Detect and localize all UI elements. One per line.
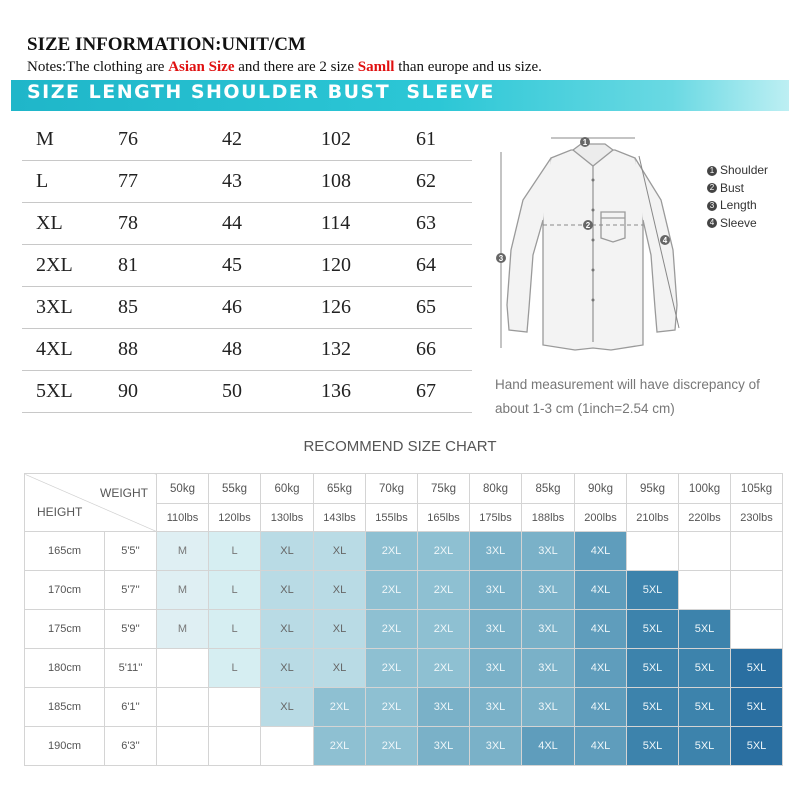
size-recommend-cell: M xyxy=(157,532,209,571)
weight-kg-header: 95kg xyxy=(627,474,679,504)
weight-kg-header: 80kg xyxy=(470,474,522,504)
size-recommend-cell: L xyxy=(209,532,261,571)
size-recommend-cell: 2XL xyxy=(366,571,418,610)
size-cell-bust: 136 xyxy=(321,380,351,402)
size-row xyxy=(22,160,472,203)
size-recommend-cell xyxy=(679,532,731,571)
height-row xyxy=(25,571,783,610)
size-recommend-cell: 5XL xyxy=(627,688,679,727)
size-cell-size: XL xyxy=(36,212,63,234)
size-recommend-cell: 2XL xyxy=(418,610,470,649)
size-recommend-cell: 2XL xyxy=(366,727,418,766)
size-cell-size: L xyxy=(36,170,49,192)
weight-lbs-header: 200lbs xyxy=(575,504,627,532)
size-recommend-cell: 2XL xyxy=(366,688,418,727)
notes-small: Samll xyxy=(357,59,395,75)
size-recommend-cell: L xyxy=(209,610,261,649)
marker-4: 4 xyxy=(662,236,668,245)
size-cell-length: 81 xyxy=(118,254,138,276)
size-recommend-cell xyxy=(731,610,783,649)
size-recommend-cell xyxy=(209,688,261,727)
size-recommend-cell: L xyxy=(209,649,261,688)
size-row xyxy=(22,202,472,245)
size-recommend-cell: 3XL xyxy=(522,610,575,649)
weight-kg-header: 105kg xyxy=(731,474,783,504)
height-ft: 5'5'' xyxy=(105,532,157,571)
size-recommend-cell: 3XL xyxy=(522,649,575,688)
size-cell-bust: 108 xyxy=(321,170,351,192)
size-cell-sleeve: 66 xyxy=(416,338,436,360)
weight-lbs-header: 175lbs xyxy=(470,504,522,532)
size-recommend-cell: 5XL xyxy=(627,610,679,649)
size-recommend-cell: XL xyxy=(261,649,314,688)
size-cell-sleeve: 61 xyxy=(416,128,436,150)
size-recommend-cell: 2XL xyxy=(314,727,366,766)
legend-label: Sleeve xyxy=(720,215,757,230)
size-recommend-cell: 4XL xyxy=(575,649,627,688)
size-recommend-cell: 2XL xyxy=(418,649,470,688)
size-recommend-cell: XL xyxy=(314,649,366,688)
size-recommend-cell: 5XL xyxy=(731,688,783,727)
recommend-size-table xyxy=(24,473,783,766)
size-recommend-cell: 5XL xyxy=(627,571,679,610)
size-cell-sleeve: 63 xyxy=(416,212,436,234)
size-recommend-cell: 3XL xyxy=(418,727,470,766)
size-recommend-cell: XL xyxy=(314,610,366,649)
size-recommend-cell xyxy=(731,532,783,571)
size-cell-shoulder: 48 xyxy=(222,338,242,360)
height-label: HEIGHT xyxy=(37,505,83,519)
size-recommend-cell xyxy=(627,532,679,571)
size-recommend-cell: L xyxy=(209,571,261,610)
size-cell-shoulder: 42 xyxy=(222,128,242,150)
height-ft: 6'3'' xyxy=(105,727,157,766)
size-row xyxy=(22,118,472,161)
size-recommend-cell: 3XL xyxy=(470,610,522,649)
notes-text-1: Notes:The clothing are xyxy=(27,59,169,75)
size-recommend-cell: XL xyxy=(314,571,366,610)
size-recommend-cell: XL xyxy=(261,532,314,571)
size-recommend-cell xyxy=(261,727,314,766)
size-recommend-cell: 2XL xyxy=(314,688,366,727)
size-cell-size: 3XL xyxy=(36,296,73,318)
header-corner xyxy=(25,474,157,532)
size-cell-sleeve: 65 xyxy=(416,296,436,318)
size-cell-shoulder: 45 xyxy=(222,254,242,276)
size-recommend-cell: 4XL xyxy=(575,688,627,727)
size-recommend-cell xyxy=(157,649,209,688)
notes-text-2: and there are 2 size xyxy=(234,59,358,75)
size-recommend-cell: 5XL xyxy=(679,649,731,688)
height-cm: 185cm xyxy=(25,688,105,727)
size-cell-length: 76 xyxy=(118,128,138,150)
weight-kg-header: 65kg xyxy=(314,474,366,504)
size-header-text: SIZE LENGTH SHOULDER BUST SLEEVE xyxy=(27,81,495,103)
size-recommend-cell: 3XL xyxy=(470,649,522,688)
size-recommend-cell: 5XL xyxy=(679,610,731,649)
height-cm: 165cm xyxy=(25,532,105,571)
weight-kg-header: 90kg xyxy=(575,474,627,504)
weight-kg-header: 60kg xyxy=(261,474,314,504)
measurement-legend xyxy=(707,162,768,232)
size-recommend-cell: 2XL xyxy=(366,610,418,649)
size-cell-bust: 114 xyxy=(321,212,351,234)
height-cm: 180cm xyxy=(25,649,105,688)
weight-kg-header: 50kg xyxy=(157,474,209,504)
legend-item xyxy=(707,180,768,198)
weight-lbs-header: 120lbs xyxy=(209,504,261,532)
size-recommend-cell: 5XL xyxy=(731,727,783,766)
size-recommend-cell: 3XL xyxy=(418,688,470,727)
size-recommend-cell: 3XL xyxy=(470,532,522,571)
size-recommend-cell: 3XL xyxy=(522,571,575,610)
weight-label: WEIGHT xyxy=(100,486,148,500)
marker-1: 1 xyxy=(582,138,588,147)
size-row xyxy=(22,286,472,329)
legend-item xyxy=(707,162,768,180)
size-cell-size: 5XL xyxy=(36,380,73,402)
notes-text-3: than europe and us size. xyxy=(394,59,542,75)
height-cm: 190cm xyxy=(25,727,105,766)
size-recommend-cell: 3XL xyxy=(522,688,575,727)
size-cell-shoulder: 46 xyxy=(222,296,242,318)
legend-label: Bust xyxy=(720,180,745,195)
weight-lbs-header: 210lbs xyxy=(627,504,679,532)
legend-num: 1 xyxy=(707,166,717,176)
legend-label: Shoulder xyxy=(720,163,769,177)
weight-lbs-header: 155lbs xyxy=(366,504,418,532)
legend-num: 4 xyxy=(707,218,717,228)
size-recommend-cell: 2XL xyxy=(366,532,418,571)
height-row xyxy=(25,649,783,688)
weight-lbs-header: 165lbs xyxy=(418,504,470,532)
size-cell-size: 2XL xyxy=(36,254,73,276)
size-recommend-cell: 3XL xyxy=(470,571,522,610)
size-cell-length: 88 xyxy=(118,338,138,360)
size-recommend-cell: 5XL xyxy=(627,649,679,688)
size-recommend-cell: XL xyxy=(261,688,314,727)
size-recommend-cell: 2XL xyxy=(418,532,470,571)
height-ft: 6'1'' xyxy=(105,688,157,727)
weight-kg-header: 85kg xyxy=(522,474,575,504)
height-ft: 5'11'' xyxy=(105,649,157,688)
size-recommend-cell xyxy=(731,571,783,610)
size-recommend-cell: 4XL xyxy=(575,727,627,766)
size-cell-size: 4XL xyxy=(36,338,73,360)
size-recommend-cell xyxy=(209,727,261,766)
marker-2: 2 xyxy=(585,221,591,230)
size-recommend-cell: 4XL xyxy=(575,532,627,571)
weight-kg-header: 55kg xyxy=(209,474,261,504)
size-cell-length: 78 xyxy=(118,212,138,234)
size-recommend-cell: 2XL xyxy=(418,571,470,610)
height-cm: 175cm xyxy=(25,610,105,649)
height-ft: 5'9'' xyxy=(105,610,157,649)
size-cell-shoulder: 50 xyxy=(222,380,242,402)
size-cell-sleeve: 62 xyxy=(416,170,436,192)
size-recommend-cell: 5XL xyxy=(679,688,731,727)
page-title: SIZE INFORMATION:UNIT/CM xyxy=(27,34,306,55)
size-recommend-cell: 5XL xyxy=(627,727,679,766)
size-recommend-cell xyxy=(157,688,209,727)
size-recommend-cell: 4XL xyxy=(575,571,627,610)
size-recommend-cell xyxy=(679,571,731,610)
size-recommend-cell: 5XL xyxy=(679,727,731,766)
measurement-note: Hand measurement will have discrepancy of about 1-3 cm (1inch=2.54 cm) xyxy=(495,377,760,416)
size-cell-bust: 132 xyxy=(321,338,351,360)
size-recommend-cell: 3XL xyxy=(470,688,522,727)
size-row xyxy=(22,244,472,287)
weight-lbs-header: 130lbs xyxy=(261,504,314,532)
weight-lbs-header: 220lbs xyxy=(679,504,731,532)
legend-num: 2 xyxy=(707,183,717,193)
size-cell-bust: 126 xyxy=(321,296,351,318)
size-recommend-cell: 4XL xyxy=(522,727,575,766)
weight-kg-header: 100kg xyxy=(679,474,731,504)
size-cell-length: 77 xyxy=(118,170,138,192)
recommend-chart-title: RECOMMEND SIZE CHART xyxy=(303,438,497,455)
legend-num: 3 xyxy=(707,201,717,211)
height-ft: 5'7'' xyxy=(105,571,157,610)
weight-lbs-header: 188lbs xyxy=(522,504,575,532)
legend-item xyxy=(707,215,768,233)
size-row xyxy=(22,328,472,371)
height-row xyxy=(25,532,783,571)
size-recommend-cell: 4XL xyxy=(575,610,627,649)
legend-label: Length xyxy=(720,198,757,212)
notes-asian-size: Asian Size xyxy=(168,59,235,75)
height-row xyxy=(25,688,783,727)
size-recommend-cell: M xyxy=(157,571,209,610)
size-cell-sleeve: 64 xyxy=(416,254,436,276)
size-recommend-cell: XL xyxy=(261,610,314,649)
size-recommend-cell: M xyxy=(157,610,209,649)
height-row xyxy=(25,727,783,766)
weight-lbs-header: 230lbs xyxy=(731,504,783,532)
size-cell-length: 85 xyxy=(118,296,138,318)
size-row xyxy=(22,370,472,413)
size-recommend-cell: XL xyxy=(314,532,366,571)
size-recommend-cell: 5XL xyxy=(731,649,783,688)
size-cell-sleeve: 67 xyxy=(416,380,436,402)
size-recommend-cell: 2XL xyxy=(366,649,418,688)
height-cm: 170cm xyxy=(25,571,105,610)
height-row xyxy=(25,610,783,649)
weight-kg-header: 70kg xyxy=(366,474,418,504)
weight-lbs-header: 110lbs xyxy=(157,504,209,532)
size-cell-bust: 102 xyxy=(321,128,351,150)
size-recommend-cell: 3XL xyxy=(470,727,522,766)
marker-3: 3 xyxy=(498,254,504,263)
size-cell-shoulder: 44 xyxy=(222,212,242,234)
size-recommend-cell xyxy=(157,727,209,766)
size-cell-size: M xyxy=(36,128,54,150)
weight-lbs-header: 143lbs xyxy=(314,504,366,532)
size-cell-length: 90 xyxy=(118,380,138,402)
size-recommend-cell: XL xyxy=(261,571,314,610)
weight-kg-header: 75kg xyxy=(418,474,470,504)
size-recommend-cell: 3XL xyxy=(522,532,575,571)
legend-item xyxy=(707,197,768,215)
size-notes xyxy=(27,59,542,76)
size-cell-shoulder: 43 xyxy=(222,170,242,192)
size-cell-bust: 120 xyxy=(321,254,351,276)
